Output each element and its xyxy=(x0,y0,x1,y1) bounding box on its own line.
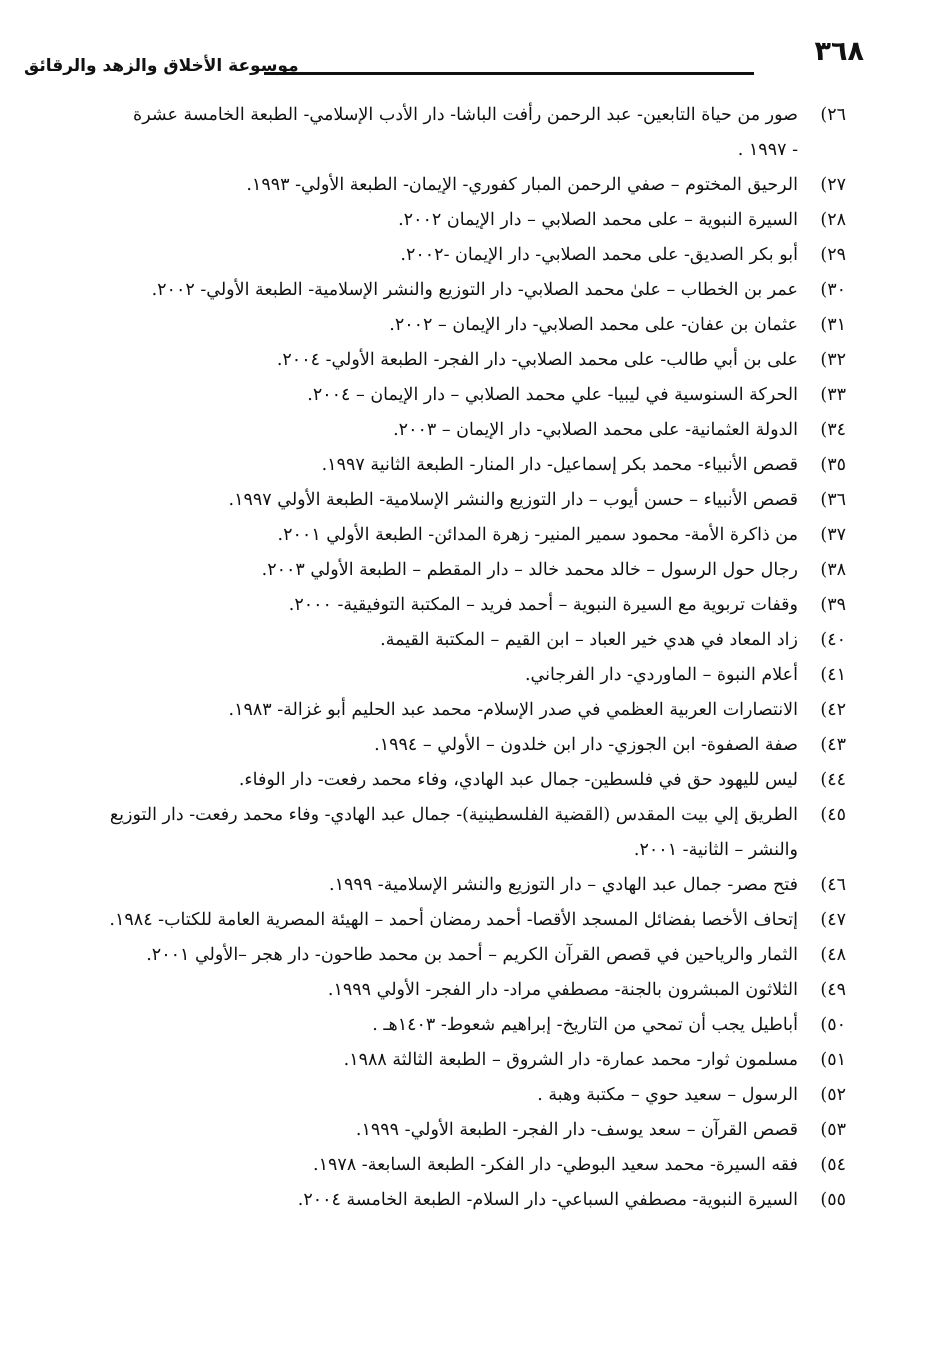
reference-text: السيرة النبوية- مصطفي السباعي- دار السلام- الطبعة الخامسة ٢٠٠٤. xyxy=(297,1190,798,1210)
reference-item xyxy=(56,693,846,728)
reference-item xyxy=(56,168,846,203)
reference-item xyxy=(56,448,846,483)
reference-item xyxy=(56,98,846,168)
reference-item xyxy=(56,588,846,623)
reference-number: ٢٦) xyxy=(820,105,846,125)
reference-continuation: والنشر – الثانية- ٢٠٠١. xyxy=(633,840,798,860)
reference-item xyxy=(56,623,846,658)
reference-item xyxy=(56,343,846,378)
header-rule xyxy=(264,72,754,75)
reference-number: ٣٠) xyxy=(820,280,846,300)
reference-number: ٥٥) xyxy=(820,1190,846,1210)
reference-number: ٥٠) xyxy=(820,1015,846,1035)
reference-text: فتح مصر- جمال عبد الهادي – دار التوزيع والنشر الإسلامية- ١٩٩٩. xyxy=(329,875,798,895)
reference-text: رجال حول الرسول – خالد محمد خالد – دار المقطم – الطبعة الأولي ٢٠٠٣. xyxy=(261,560,798,580)
reference-item xyxy=(56,378,846,413)
reference-number: ٥٢) xyxy=(820,1085,846,1105)
reference-item xyxy=(56,868,846,903)
reference-text: زاد المعاد في هدي خير العباد – ابن القيم – المكتبة القيمة. xyxy=(380,630,798,650)
reference-item xyxy=(56,1043,846,1078)
reference-number: ٤١) xyxy=(820,665,846,685)
reference-item xyxy=(56,203,846,238)
reference-text: وقفات تربوية مع السيرة النبوية – أحمد فريد – المكتبة التوفيقية- ٢٠٠٠. xyxy=(288,595,798,615)
reference-item xyxy=(56,763,846,798)
reference-text: قصص الأنبياء – حسن أيوب – دار التوزيع والنشر الإسلامية- الطبعة الأولي ١٩٩٧. xyxy=(228,490,798,510)
reference-text: عثمان بن عفان- على محمد الصلابي- دار الإيمان – ٢٠٠٢. xyxy=(389,315,798,335)
reference-item xyxy=(56,1183,846,1218)
reference-number: ٢٨) xyxy=(820,210,846,230)
book-title: موسوعة الأخلاق والزهد والرقائق xyxy=(24,56,299,76)
reference-text: صور من حياة التابعين- عبد الرحمن رأفت الباشا- دار الأدب الإسلامي- الطبعة الخامسة عشرة xyxy=(133,105,798,125)
reference-number: ٤٧) xyxy=(820,910,846,930)
reference-number: ٥٤) xyxy=(820,1155,846,1175)
reference-text: قصص القرآن – سعد يوسف- دار الفجر- الطبعة الأولي- ١٩٩٩. xyxy=(355,1120,798,1140)
reference-text: ليس لليهود حق في فلسطين- جمال عبد الهادي، وفاء محمد رفعت- دار الوفاء. xyxy=(238,770,798,790)
reference-number: ٤٦) xyxy=(820,875,846,895)
reference-item xyxy=(56,1078,846,1113)
reference-item xyxy=(56,553,846,588)
reference-number: ٤٤) xyxy=(820,770,846,790)
reference-number: ٣٣) xyxy=(820,385,846,405)
reference-number: ٣١) xyxy=(820,315,846,335)
reference-text: أباطيل يجب أن تمحي من التاريخ- إبراهيم شعوط- ١٤٠٣هـ . xyxy=(372,1015,798,1035)
reference-text: إتحاف الأخصا بفضائل المسجد الأقصا- أحمد رمضان أحمد – الهيئة المصرية العامة للكتاب- ١٩٨٤. xyxy=(109,910,798,930)
reference-item xyxy=(56,973,846,1008)
reference-item xyxy=(56,238,846,273)
reference-number: ٢٧) xyxy=(820,175,846,195)
reference-text: أعلام النبوة – الماوردي- دار الفرجاني. xyxy=(524,665,798,685)
reference-text: مسلمون ثوار- محمد عمارة- دار الشروق – الطبعة الثالثة ١٩٨٨. xyxy=(343,1050,798,1070)
page-number: ٣٦٨ xyxy=(814,36,864,67)
reference-number: ٤٨) xyxy=(820,945,846,965)
reference-text: صفة الصفوة- ابن الجوزي- دار ابن خلدون – الأولي – ١٩٩٤. xyxy=(374,735,798,755)
reference-number: ٣٩) xyxy=(820,595,846,615)
reference-continuation: - ١٩٩٧ . xyxy=(737,140,798,160)
reference-text: الطريق إلي بيت المقدس (القضية الفلسطينية)- جمال عبد الهادي- وفاء محمد رفعت- دار التوزيع xyxy=(109,805,798,825)
reference-number: ٤٣) xyxy=(820,735,846,755)
reference-item xyxy=(56,1148,846,1183)
reference-number: ٣٤) xyxy=(820,420,846,440)
reference-item xyxy=(56,413,846,448)
reference-text: الرسول – سعيد حوي – مكتبة وهبة . xyxy=(537,1085,798,1105)
reference-text: الثلاثون المبشرون بالجنة- مصطفي مراد- دار الفجر- الأولي ١٩٩٩. xyxy=(327,980,798,1000)
reference-number: ٤٠) xyxy=(820,630,846,650)
reference-item xyxy=(56,518,846,553)
reference-number: ٤٩) xyxy=(820,980,846,1000)
reference-text: أبو بكر الصديق- على محمد الصلابي- دار الإيمان -٢٠٠٢. xyxy=(400,245,798,265)
reference-item xyxy=(56,903,846,938)
reference-text: الدولة العثمانية- على محمد الصلابي- دار الإيمان – ٢٠٠٣. xyxy=(393,420,798,440)
reference-number: ٥٣) xyxy=(820,1120,846,1140)
reference-item xyxy=(56,1008,846,1043)
reference-item xyxy=(56,483,846,518)
reference-list xyxy=(56,98,846,1218)
reference-text: الثمار والرياحين في قصص القرآن الكريم – أحمد بن محمد طاحون- دار هجر –الأولي ٢٠٠١. xyxy=(146,945,798,965)
reference-number: ٢٩) xyxy=(820,245,846,265)
reference-text: قصص الأنبياء- محمد بكر إسماعيل- دار المنار- الطبعة الثانية ١٩٩٧. xyxy=(321,455,798,475)
reference-text: الرحيق المختوم – صفي الرحمن المبار كفوري- الإيمان- الطبعة الأولي- ١٩٩٣. xyxy=(246,175,798,195)
reference-text: عمر بن الخطاب – علىٰ محمد الصلابي- دار التوزيع والنشر الإسلامية- الطبعة الأولي- ٢٠٠٢. xyxy=(151,280,798,300)
reference-item xyxy=(56,1113,846,1148)
reference-item xyxy=(56,798,846,868)
reference-number: ٣٢) xyxy=(820,350,846,370)
reference-text: السيرة النبوية – على محمد الصلابي – دار الإيمان ٢٠٠٢. xyxy=(398,210,798,230)
reference-text: الانتصارات العربية العظمي في صدر الإسلام- محمد عبد الحليم أبو غزالة- ١٩٨٣. xyxy=(228,700,798,720)
reference-number: ٤٥) xyxy=(820,805,846,825)
reference-text: على بن أبي طالب- على محمد الصلابي- دار الفجر- الطبعة الأولي- ٢٠٠٤. xyxy=(276,350,798,370)
reference-number: ٣٨) xyxy=(820,560,846,580)
reference-number: ٥١) xyxy=(820,1050,846,1070)
reference-item xyxy=(56,938,846,973)
reference-number: ٤٢) xyxy=(820,700,846,720)
page-header xyxy=(24,30,864,86)
reference-text: من ذاكرة الأمة- محمود سمير المنير- زهرة المدائن- الطبعة الأولي ٢٠٠١. xyxy=(277,525,798,545)
reference-number: ٣٥) xyxy=(820,455,846,475)
reference-item xyxy=(56,308,846,343)
reference-number: ٣٧) xyxy=(820,525,846,545)
reference-number: ٣٦) xyxy=(820,490,846,510)
reference-item xyxy=(56,273,846,308)
reference-item xyxy=(56,658,846,693)
reference-text: فقه السيرة- محمد سعيد البوطي- دار الفكر- الطبعة السابعة- ١٩٧٨. xyxy=(313,1155,798,1175)
reference-text: الحركة السنوسية في ليبيا- علي محمد الصلابي – دار الإيمان – ٢٠٠٤. xyxy=(307,385,798,405)
reference-item xyxy=(56,728,846,763)
